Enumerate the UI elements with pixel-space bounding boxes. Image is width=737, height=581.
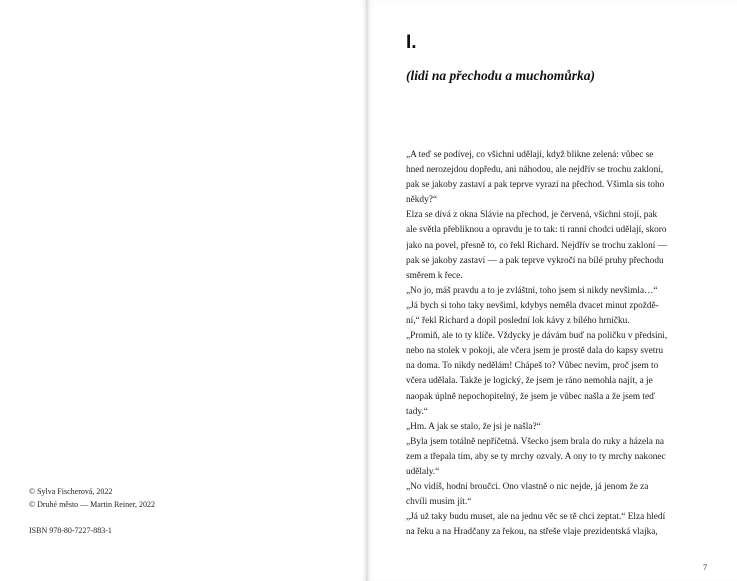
isbn: ISBN 978-80-7227-883-1 [29,526,112,535]
text-line: „No jo, máš pravdu a to je zvláštní, toho jsem si nikdy nevšimla…“ [406,285,658,296]
page-number: 7 [703,563,707,572]
chapter-body-text [406,148,706,540]
text-line: včera udělala. Takže je logický, že jsem je ráno nemohla najít, a je [406,376,653,387]
text-line: „A teď se podívej, co všichni udělají, když blikne zelená: vůbec se [406,150,654,160]
chapter-subtitle: (lidi na přechodu a muchomůrka) [406,68,596,83]
text-line: pak se jakoby zastaví — a pak teprve vykročí na bílé pruhy přechodu [406,255,664,266]
text-line: na doma. To nikdy nedělám! Chápeš to? Vůbec nevím, proč jsem to [406,361,659,372]
text-line: nebo na stolek v pokoji, ale včera jsem je prostě dala do kapsy svetru [406,346,664,357]
gutter-shadow [362,0,370,581]
text-line: zem a třepala tím, aby se ty mrchy ozvaly. A ony to ty mrchy nakonec [406,451,666,462]
text-line: „Já bych si toho taky nevšiml, kdybys neměla dvacet minut zpoždě- [406,300,659,311]
copyright-publisher: © Druhé město — Martin Reiner, 2022 [29,499,155,509]
text-line: směrem k řece. [406,270,463,281]
text-line: tady.“ [406,406,428,417]
text-line: „Promiň, ale to ty klíče. Vždycky je dávám buď na poličku v předsíni, [406,331,668,342]
text-line: ale světla přebliknou a opravdu je to tak: ti ranní chodci udělají, skoro [406,225,667,236]
text-line: chvíli musím jít.“ [406,497,472,508]
text-line: někdy?“ [406,195,437,206]
text-line: naopak úplně nepochopitelný, že jsem je vůbec našla a že jsem teď [406,391,656,402]
text-line: jako na povel, přesně to, co řekl Richard. Nejdřív se trochu zakloní — [406,240,668,251]
copyright-author: © Sylva Fischerová, 2022 [29,487,113,496]
text-line: „Byla jsem totálně nepříčetná. Všecko jsem brala do ruky a házela na [406,436,664,447]
text-line: udělaly.“ [406,466,440,477]
text-line: „No vidíš, hodní broučci. Ono vlastně o nic nejde, já jenom že za [406,482,649,493]
text-line: na řeku a na Hradčany za řekou, na střeše vlaje prezidentská vlajka, [406,527,658,538]
text-line: hned nerozejdou dopředu, ani náhodou, ale nejdřív se trochu zakloní, [406,165,664,176]
text-line: pak se jakoby zastaví a pak teprve vyrazí na přechod. Všimla sis toho [406,180,665,191]
text-line: „Já už taky budu muset, ale na jednu věc se tě chci zeptat.“ Elza hledí [406,512,666,523]
colophon [29,486,155,538]
text-line: Elza se dívá z okna Slávie na přechod, je červená, všichni stojí, pak [406,210,658,221]
chapter-number: I. [406,32,417,53]
text-line: ní,“ řekl Richard a dopil poslední lok kávy z bílého hrníčku. [406,316,630,327]
text-line: „Hm. A jak se stalo, že jsi je našla?“ [406,421,541,432]
left-page [0,0,366,581]
